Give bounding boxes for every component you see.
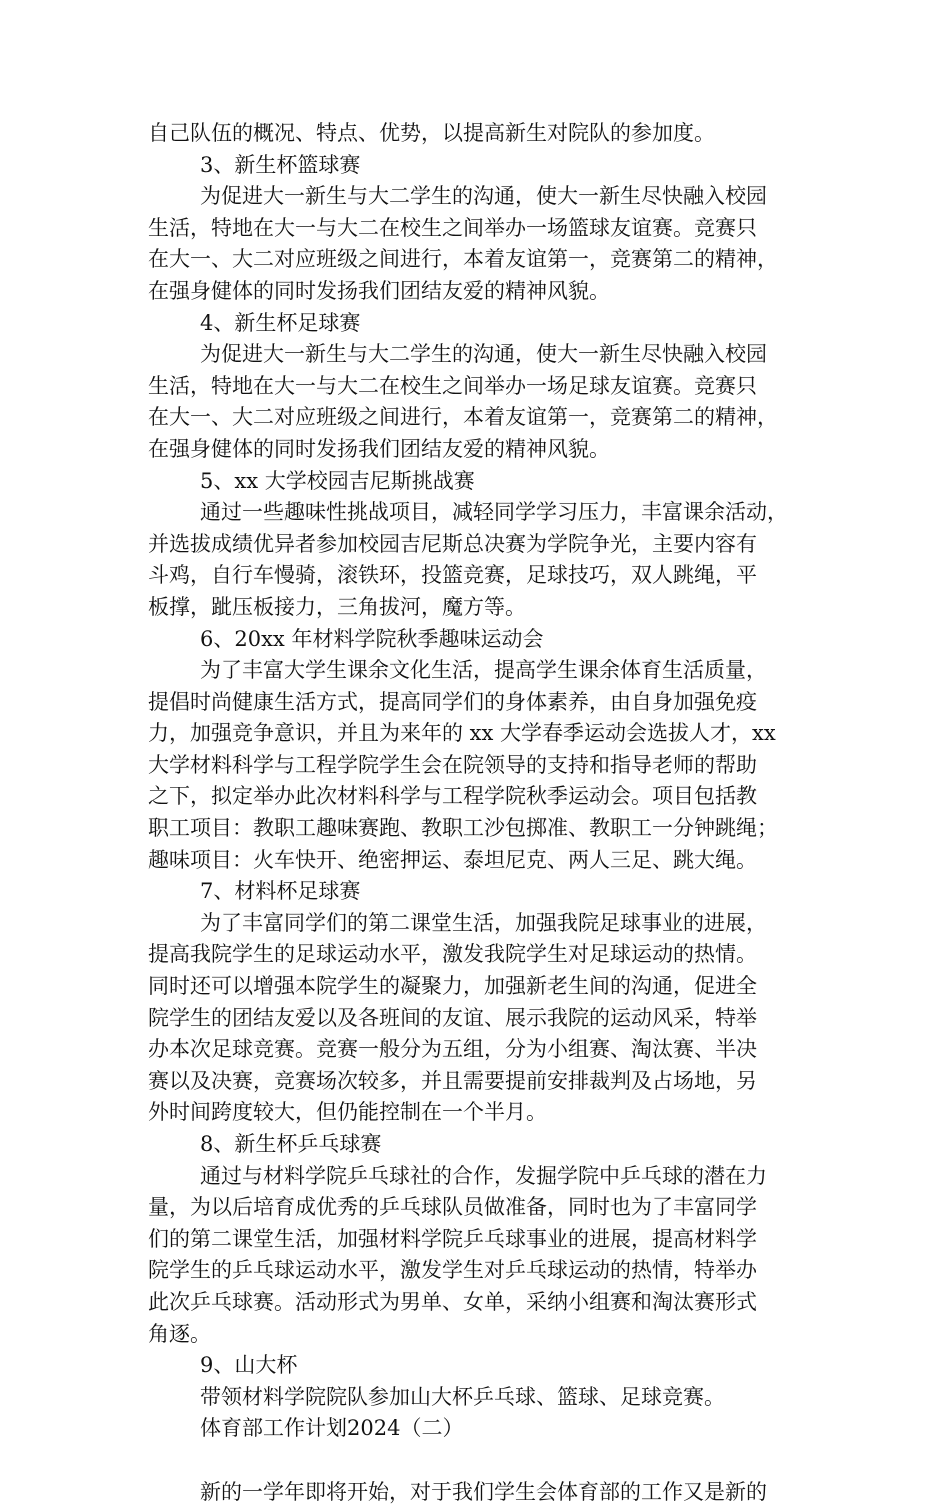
paragraph-line: 赛以及决赛，竞赛场次较多，并且需要提前安排裁判及占场地，另	[148, 1068, 757, 1093]
paragraph-line	[148, 1445, 816, 1477]
paragraph-line: 角逐。	[148, 1321, 211, 1346]
paragraph-line: 新的一学年即将开始，对于我们学生会体育部的工作又是新的	[200, 1479, 767, 1504]
paragraph-line: 体育部工作计划2024（二）	[200, 1416, 464, 1441]
paragraph-line: 7、材料杯足球赛	[200, 879, 361, 904]
paragraph-line: 3、新生杯篮球赛	[200, 152, 361, 177]
paragraph-line: 斗鸡，自行车慢骑，滚铁环，投篮竞赛，足球技巧，双人跳绳，平	[148, 563, 757, 588]
paragraph-line: 生活，特地在大一与大二在校生之间举办一场足球友谊赛。竞赛只	[148, 373, 757, 398]
paragraph-line: 外时间跨度较大，但仍能控制在一个半月。	[148, 1100, 547, 1125]
paragraph-line: 提高我院学生的足球运动水平，激发我院学生对足球运动的热情。	[148, 942, 757, 967]
paragraph-line: 生活，特地在大一与大二在校生之间举办一场篮球友谊赛。竞赛只	[148, 215, 757, 240]
document-page	[148, 118, 816, 1508]
paragraph-line: 通过与材料学院乒乓球社的合作，发掘学院中乒乓球的潜在力	[200, 1163, 767, 1188]
paragraph-line: 院学生的乒乓球运动水平，激发学生对乒乓球运动的热情，特举办	[148, 1258, 757, 1283]
paragraph-line: 为了丰富大学生课余文化生活，提高学生课余体育生活质量，	[200, 658, 767, 683]
paragraph-line: 带领材料学院院队参加山大杯乒乓球、篮球、足球竞赛。	[200, 1384, 725, 1409]
paragraph-line: 此次乒乓球赛。活动形式为男单、女单，采纳小组赛和淘汰赛形式	[148, 1289, 757, 1314]
paragraph-line: 趣味项目：火车快开、绝密押运、泰坦尼克、两人三足、跳大绳。	[148, 847, 757, 872]
paragraph-line: 自己队伍的概况、特点、优势，以提高新生对院队的参加度。	[148, 121, 715, 145]
paragraph-line: 在大一、大二对应班级之间进行，本着友谊第一，竞赛第二的精神，	[148, 247, 778, 272]
paragraph-line: 板撑，跐压板接力，三角拔河，魔方等。	[148, 594, 526, 619]
paragraph-line: 9、山大杯	[200, 1353, 298, 1378]
paragraph-line: 在大一、大二对应班级之间进行，本着友谊第一，竞赛第二的精神，	[148, 405, 778, 430]
paragraph-line: 院学生的团结友爱以及各班间的友谊、展示我院的运动风采，特举	[148, 1005, 757, 1030]
paragraph-line: 通过一些趣味性挑战项目，减轻同学学习压力，丰富课余活动，	[200, 500, 788, 525]
paragraph-line: 为了丰富同学们的第二课堂生活，加强我院足球事业的进展，	[200, 910, 767, 935]
paragraph-line: 6、20xx 年材料学院秋季趣味运动会	[200, 626, 544, 651]
paragraph-line: 之下，拟定举办此次材料科学与工程学院秋季运动会。项目包括教	[148, 784, 757, 809]
paragraph-line: 为促进大一新生与大二学生的沟通，使大一新生尽快融入校园	[200, 184, 767, 209]
paragraph-line: 在强身健体的同时发扬我们团结友爱的精神风貌。	[148, 436, 610, 461]
paragraph-line: 为促进大一新生与大二学生的沟通，使大一新生尽快融入校园	[200, 342, 767, 367]
paragraph-line: 们的第二课堂生活，加强材料学院乒乓球事业的进展，提高材料学	[148, 1226, 757, 1251]
paragraph-line: 量，为以后培育成优秀的乒乓球队员做准备，同时也为了丰富同学	[148, 1195, 757, 1220]
paragraph-line: 提倡时尚健康生活方式，提高同学们的身体素养，由自身加强免疫	[148, 689, 757, 714]
paragraph-line: 职工项目：教职工趣味赛跑、教职工沙包掷准、教职工一分钟跳绳；	[148, 816, 778, 841]
paragraph-line: 力，加强竞争意识，并且为来年的 xx 大学春季运动会选拔人才，xx	[148, 721, 776, 746]
paragraph-line: 在强身健体的同时发扬我们团结友爱的精神风貌。	[148, 278, 610, 303]
paragraph-line: 4、新生杯足球赛	[200, 310, 361, 335]
paragraph-line: 大学材料科学与工程学院学生会在院领导的支持和指导老师的帮助	[148, 752, 757, 777]
paragraph-line: 办本次足球竞赛。竞赛一般分为五组，分为小组赛、淘汰赛、半决	[148, 1037, 757, 1062]
paragraph-line: 同时还可以增强本院学生的凝聚力，加强新老生间的沟通，促进全	[148, 974, 757, 999]
paragraph-line: 5、xx 大学校园吉尼斯挑战赛	[200, 468, 475, 493]
paragraph-line: 8、新生杯乒乓球赛	[200, 1132, 382, 1156]
paragraph-line: 并选拔成绩优异者参加校园吉尼斯总决赛为学院争光，主要内容有	[148, 531, 757, 556]
